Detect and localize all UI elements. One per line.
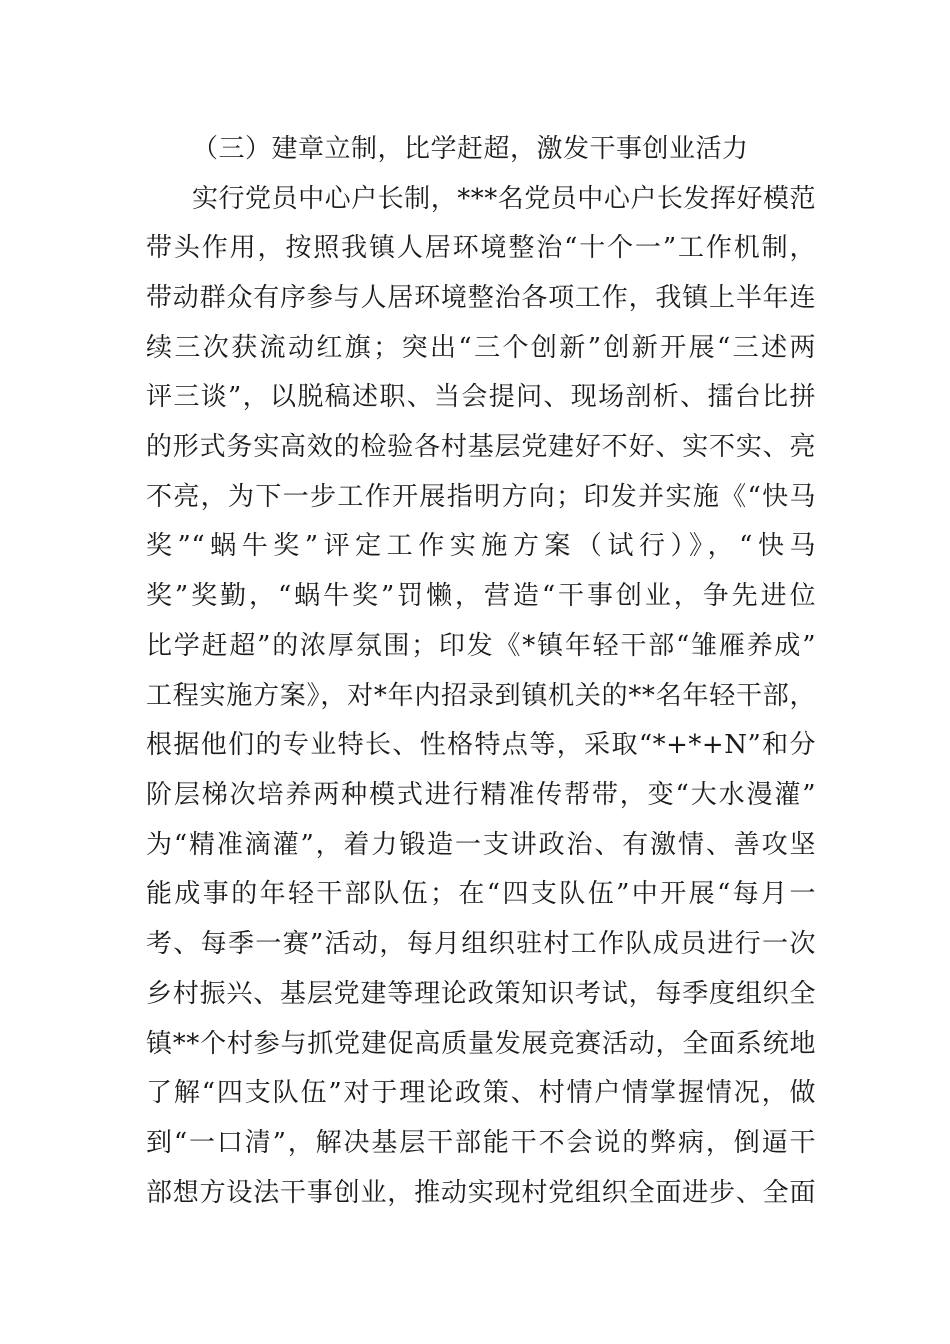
paragraph-line: 阶层梯次培养两种模式进行精准传帮带，变“大水漫灌” bbox=[146, 780, 816, 810]
paragraph-line: 镇**个村参与抓党建促高质量发展竞赛活动，全面系统地 bbox=[146, 1029, 816, 1059]
paragraph-line: 能成事的年轻干部队伍；在“四支队伍”中开展“每月一 bbox=[146, 879, 816, 909]
paragraph-line: 比学赶超”的浓厚氛围；印发《*镇年轻干部“雏雁养成” bbox=[146, 631, 816, 661]
paragraph-line: 带动群众有序参与人居环境整治各项工作，我镇上半年连 bbox=[146, 283, 816, 313]
paragraph-line: 奖”“蜗牛奖”评定工作实施方案（试行）》，“快马 bbox=[146, 531, 816, 561]
paragraph-line: 部想方设法干事创业，推动实现村党组织全面进步、全面 bbox=[146, 1178, 816, 1208]
section-heading: （三）建章立制，比学赶超，激发干事创业活力 bbox=[192, 134, 749, 164]
paragraph-line: 评三谈”，以脱稿述职、当会提问、现场剖析、擂台比拼 bbox=[146, 382, 816, 412]
paragraph-line: 实行党员中心户长制，***名党员中心户长发挥好模范 bbox=[192, 184, 816, 214]
paragraph-line: 为“精准滴灌”，着力锻造一支讲政治、有激情、善攻坚 bbox=[146, 830, 816, 860]
paragraph-line: 带头作用，按照我镇人居环境整治“十个一”工作机制， bbox=[146, 233, 816, 263]
paragraph-line: 工程实施方案》，对*年内招录到镇机关的**名年轻干部， bbox=[146, 681, 816, 711]
paragraph-line: 乡村振兴、基层党建等理论政策知识考试，每季度组织全 bbox=[146, 979, 816, 1009]
paragraph-line: 不亮，为下一步工作开展指明方向；印发并实施《“快马 bbox=[146, 482, 816, 512]
paragraph-line: 了解“四支队伍”对于理论政策、村情户情掌握情况，做 bbox=[146, 1078, 816, 1108]
paragraph-line: 的形式务实高效的检验各村基层党建好不好、实不实、亮 bbox=[146, 432, 816, 462]
paragraph-line: 到“一口清”，解决基层干部能干不会说的弊病，倒逼干 bbox=[146, 1128, 816, 1158]
paragraph-line: 考、每季一赛”活动，每月组织驻村工作队成员进行一次 bbox=[146, 929, 816, 959]
paragraph-line: 续三次获流动红旗；突出“三个创新”创新开展“三述两 bbox=[146, 333, 816, 363]
paragraph-line: 奖”奖勤，“蜗牛奖”罚懒，营造“干事创业，争先进位 bbox=[146, 581, 816, 611]
paragraph-line: 根据他们的专业特长、性格特点等，采取“*+*+N”和分 bbox=[146, 730, 816, 760]
